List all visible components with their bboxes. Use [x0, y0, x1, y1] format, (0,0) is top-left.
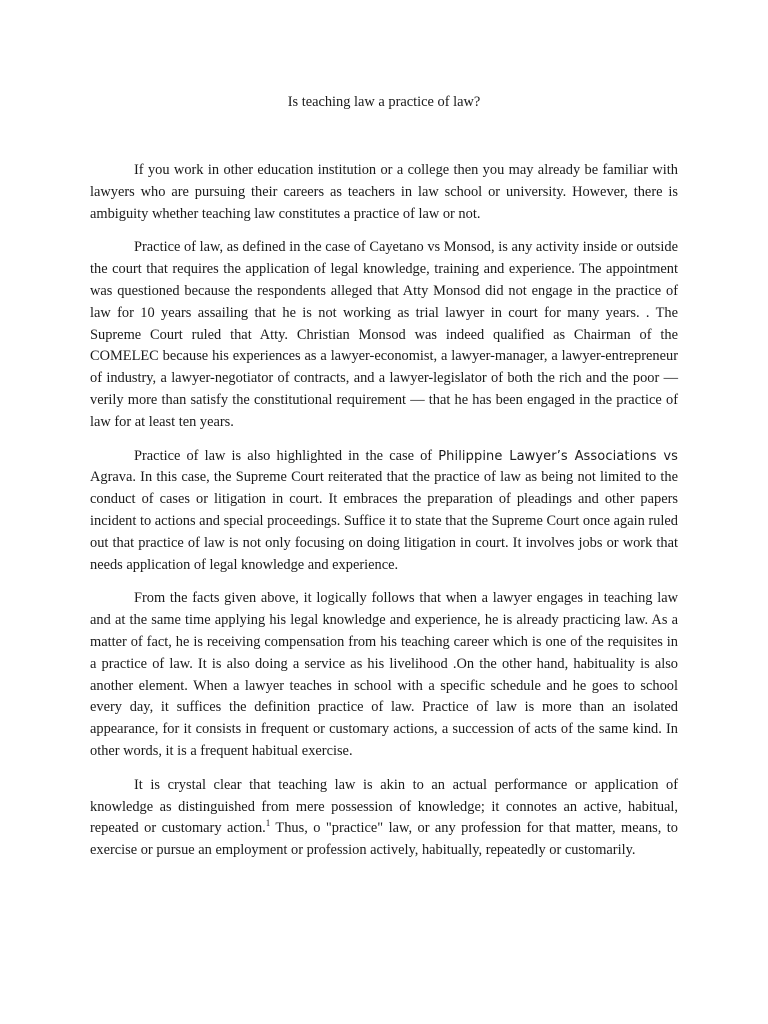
paragraph-lead-text: Practice of law is also highlighted in the case of — [134, 447, 439, 464]
paragraph-cayetano-vs-monsod: Practice of law, as defined in the case of Cayetano vs Monsod, is any activity inside or outside the court that requires the application of legal knowledge, training and experience. The appointment was questioned because the respondents alleged that Atty Monsod did not engage in the practice of law for 10 years assailing that he is not working as trial lawyer in court for many years. . The Supreme Court ruled that Atty. Christian Monsod was indeed qualified as Chairman of the COMELEC because his experiences as a lawyer-economist, a lawyer-manager, a lawyer-entrepreneur of industry, a lawyer-negotiator of contracts, and a lawyer-legislator of both the rich and the poor — verily more than satisfy the constitutional requirement — that he has been engaged in the practice of law for at least ten years. — [90, 239, 678, 430]
case-name-text: Philippine Lawyer’s Associations vs — [438, 448, 678, 464]
paragraph-lead-text: It is crystal clear that teaching law is akin to an actual performance or application of knowledge as distinguished from mere possession of knowledge; it connotes an active, habitual, repeated or customary action. — [90, 776, 678, 837]
paragraph-analysis: From the facts given above, it logically follows that when a lawyer engages in teaching law and at the same time applying his legal knowledge and experience, he is already practicing law. As a matter of fact, he is receiving compensation from his teaching career which is one of the requisites in a practice of law. It is also doing a service as his livelihood .On the other hand, habituality is also another element. When a lawyer teaches in school with a specific schedule and he goes to school every day, it suffices the definition practice of law. Practice of law is more than an isolated appearance, for it consists in frequent or customary actions, a succession of acts of the same kind. In other words, it is a frequent habitual exercise. — [90, 590, 678, 759]
paragraph-rest-text: Thus, o "practice" law, or any profession for that matter, means, to exercise or pursue an employment or profession actively, habitually, repeatedly or customarily. — [90, 820, 678, 859]
document-title: Is teaching law a practice of law? — [287, 94, 481, 110]
paragraph-pla-vs-agrava — [90, 446, 678, 577]
document-body — [90, 160, 678, 874]
paragraph-conclusion — [90, 775, 678, 862]
paragraph-rest-text: Agrava. In this case, the Supreme Court reiterated that the practice of law as being not limited to the conduct of cases or litigation in court. It embraces the preparation of pleadings and other papers incident to actions and special proceedings. Suffice it to state that the Supreme Court once again ruled out that practice of law is not only focusing on doing litigation in court. It involves jobs or work that needs application of legal knowledge and experience. — [90, 469, 678, 573]
footnote-marker[interactable]: 1 — [265, 818, 271, 829]
paragraph-intro: If you work in other education institution or a college then you may already be familiar with lawyers who are pursuing their careers as teachers in law school or university. However, there is ambiguity whether teaching law constitutes a practice of law or not. — [90, 162, 678, 222]
